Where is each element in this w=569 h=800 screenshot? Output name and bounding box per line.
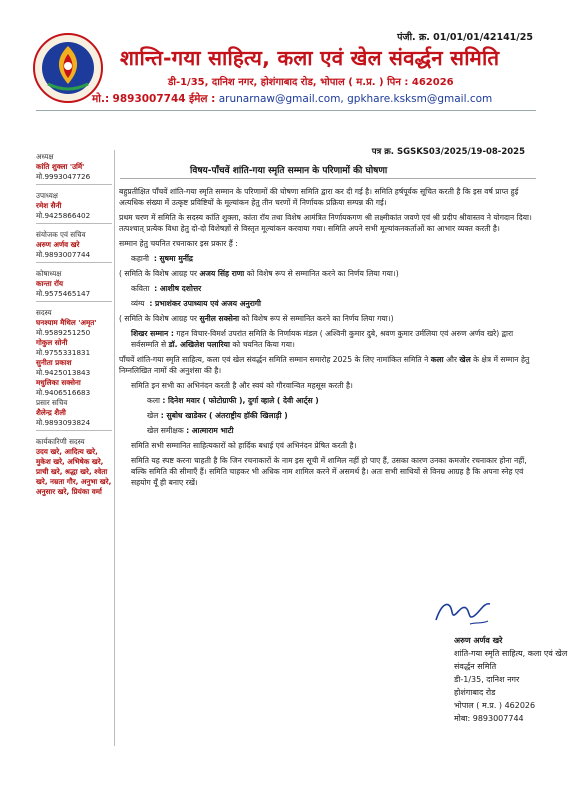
award-story: कहानी : सुषमा मुनींद्र: [131, 254, 193, 263]
sidebar-treasurer: कोषाध्यक्ष कान्ता रॉय मो.9575465147: [36, 269, 112, 302]
header-divider: [36, 110, 536, 111]
org-address: डी-1/35, दानिश नगर, होशंगाबाद रोड, भोपाल ( म.प्र. ) पिन : 462026: [168, 77, 454, 88]
subject-divider: [120, 178, 536, 179]
committee-sidebar: [36, 152, 112, 503]
letter-subject: विषय-पाँचवें शांति-गया स्मृति सम्मान के परिणामों की घोषणा: [190, 166, 388, 176]
signatory-line: भोपाल ( म.प्र. ) 462026: [454, 701, 536, 710]
email-addresses[interactable]: arunarnaw@gmail.com, gpkhare.ksksm@gmail.com: [218, 93, 493, 105]
sidebar-vice-president: उपाध्यक्ष रमेश सैनी मो.9425866402: [36, 191, 112, 224]
signatory-line: डी-1/35, दानिश नगर: [454, 675, 520, 684]
paragraph-selected-intro: सम्मान हेतु चयनित रचनाकार इस प्रकार हैं :: [119, 239, 238, 248]
award-shikhar: शिखर सम्मान : गहन विचार-विमर्श उपरांत समिति के निर्णायक मंडल ( अश्विनी कुमार दुबे, श्रवण कुमार उर्मलिया एवं अरुण अर्णव खरे) द्वारा सर्वसम्मति से डॉ. अखिलेश पलारिया को चयनित किया गया।: [131, 329, 514, 349]
paragraph-nominations: पाँचवें शांति-गया स्मृति साहित्य, कला एवं खेल संवर्द्धन समिति सम्मान समारोह 2025 के लिए नामांकित समिति ने कला और खेल के क्षेत्र में सम्मान हेतु निम्नलिखित नामों की अनुशंसा की है।: [119, 355, 530, 375]
signatory-name: अरुण अर्णव खरे: [454, 636, 503, 645]
paragraph-clarification: समिति यह स्पष्ट करना चाहती है कि जिन रचनाकारों के नाम इस सूची में शामिल नहीं हो पाए हैं, उसका कारण उनका कमजोर रचनाकार होना नहीं, बल्कि समिति की सीमाएँ हैं। समिति चाहकर भी अधिक नाम शामिल करने में असमर्थ है। अतः सभी साथियों से विनम्र आग्रह है कि अपना स्नेह एवं सहयोग यूँ ही बनाए रखें।: [131, 456, 527, 487]
mobile-number: 9893007744: [112, 93, 186, 105]
sidebar-secretary: संयोजक एवं सचिव अरुण अर्णव खरे मो.9893007744: [36, 230, 112, 263]
letter-reference: पत्र क्र. SGSKS03/2025/19-08-2025: [371, 147, 525, 157]
award-art: कला : दिनेश मवार ( फोटोग्राफी ), दुर्गा व्हाले ( देवी आर्ट्स ): [147, 396, 319, 405]
signature-block: [454, 634, 567, 725]
sidebar-executive: कार्यकारिणी सदस्य उदय खरे, आदित्य खरे, मुकेश खरे, अभिषेक खरे, प्राची खरे, श्रद्धा खरे, श्वेता खरे, नम्रता गौर, अनुभा खरे, अनुसार खरे, प्रियंका वर्मा: [36, 437, 112, 496]
award-sport: खेल : सुबोध खाडेकर ( अंतराष्ट्रीय हॉकी खिलाड़ी ): [147, 411, 288, 420]
org-contact: [92, 92, 492, 106]
note-special-1: ( समिति के विशेष आग्रह पर अजय सिंह राणा को विशेष रूप से सम्मानित करने का निर्णय लिया गया।): [119, 269, 399, 278]
signatory-line: होशंगाबाद रोड: [454, 688, 496, 697]
paragraph-felicitation: समिति इन सभी का अभिनंदन करती है और स्वयं को गौरवान्वित महसूस करती है।: [131, 381, 353, 390]
org-title: शान्ति-गया साहित्य, कला एवं खेल संवर्द्धन समिति: [120, 46, 500, 70]
letter-body: [119, 186, 537, 492]
signatory-line: शांति-गया स्मृति साहित्य, कला एवं खेल: [454, 649, 568, 658]
sidebar-president: अध्यक्ष कांति शुक्ला 'उर्मि' मो.9993047726: [36, 152, 112, 185]
paragraph-congratulations: समिति सभी सम्मानित साहित्यकारों को हार्दिक बधाई एवं अभिनंदन प्रेषित करती है।: [131, 441, 357, 450]
award-satire: व्यंग्य : प्रभाशंकर उपाध्याय एवं अजय अनुरागी: [131, 299, 262, 308]
signatory-line: मोबा: 9893007744: [454, 714, 524, 723]
registration-number: पंजी. क्र. 01/01/01/42141/25: [397, 32, 533, 43]
mobile-label: मो.:: [92, 93, 110, 105]
award-critic: खेल समीक्षक : आत्माराम भाटी: [147, 426, 234, 435]
signatory-line: संवर्द्धन समिति: [454, 662, 497, 671]
sidebar-members: सदस्य घनश्याम मैथिल 'अमृत' मो.9589251250 गोकुल सोनी मो.9755331831 सुनीता प्रकाश मो.9425013843 मधुलिका सक्सेना मो.9406516683 प्रसार सचिव शैलेन्द्र शैली मो.9893093824: [36, 308, 112, 431]
sidebar-divider: [114, 150, 115, 746]
paragraph-announcement: बहुप्रतीक्षित पाँचवें शांति-गया स्मृति सम्मान के परिणामों की घोषणा समिति द्वारा कर दी गई है। समिति हर्षपूर्वक सूचित करती है कि इस वर्ष प्राप्त हुई अत्यधिक संख्या में उत्कृष्ट प्रविष्टियों के मूल्यांकन हेतु तीन चरणों में निर्णायक प्रक्रिया सम्पन्न की गई।: [119, 187, 519, 207]
email-label: ईमेल :: [188, 93, 216, 105]
paragraph-process: प्रथम चरण में समिति के सदस्य कांति शुक्ला, कांता रॉय तथा विशेष आमंत्रित निर्णायकगण श्री लक्ष्मीकांत जवणे एवं श्री प्रदीप श्रीवास्तव ने योगदान दिया। तत्पश्चात् प्रत्येक विधा हेतु दो-दो विशेषज्ञों से विस्तृत मूल्यांकन करवाया गया। समिति अपने सभी मूल्यांकनकर्ताओं का आभार व्यक्त करती है।: [119, 213, 532, 233]
note-special-2: ( समिति के विशेष आग्रह पर सुनील सक्सेना को विशेष रूप से सम्मानित करने का निर्णय लिया गया।): [119, 314, 394, 323]
award-poem: कविता : आशीष दशोत्तर: [131, 284, 202, 293]
handwritten-signature: [430, 594, 500, 634]
